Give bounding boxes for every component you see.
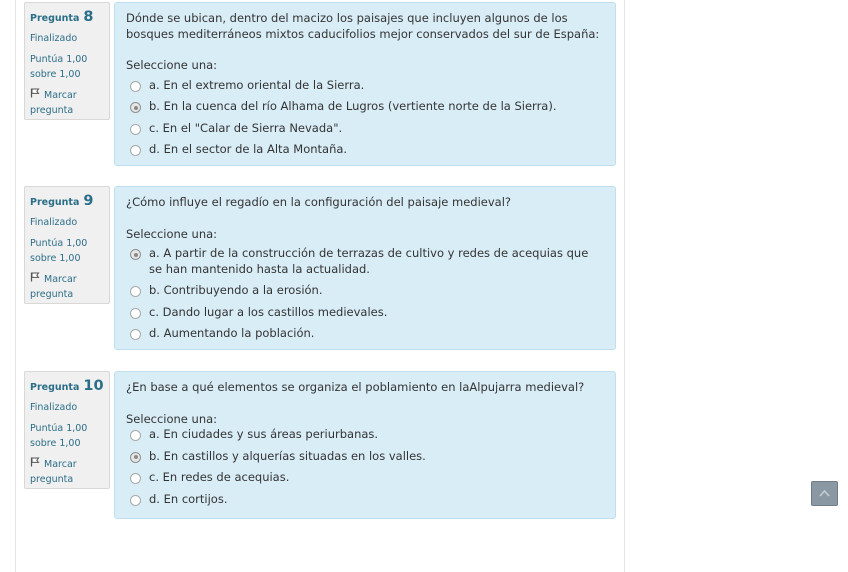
- flag-question-button[interactable]: Marcar pregunta: [30, 90, 77, 116]
- flag-question-button[interactable]: Marcar pregunta: [30, 459, 77, 485]
- question-grade: Puntúa 1,00 sobre 1,00: [30, 238, 88, 264]
- question-grade: Puntúa 1,00 sobre 1,00: [30, 423, 88, 449]
- answer-prompt: Seleccione una:: [126, 411, 218, 426]
- answer-option[interactable]: c. En redes de acequias.: [126, 470, 604, 486]
- answer-prompt: Seleccione una:: [126, 58, 218, 72]
- answer-option[interactable]: c. Dando lugar a los castillos medievales.: [126, 305, 604, 321]
- answer-option[interactable]: d. Aumentando la población.: [126, 326, 604, 342]
- radio-button[interactable]: [130, 81, 141, 92]
- question-number: Pregunta 10: [30, 378, 104, 394]
- chevron-up-icon: [812, 482, 837, 505]
- answer-option[interactable]: [126, 99, 604, 115]
- radio-button[interactable]: [130, 286, 141, 297]
- answer-option[interactable]: d. En cortijos.: [126, 492, 604, 508]
- answer-option[interactable]: a. En ciudades y sus áreas periurbanas.: [126, 427, 604, 443]
- selected-option-label[interactable]: b. En la cuenca del río Alhama de Lugros (vertiente norte de la Sierra).: [149, 99, 557, 113]
- question-text: ¿Cómo influye el regadío en la configuración del paisaje medieval?: [126, 195, 512, 209]
- answer-option[interactable]: d. En el sector de la Alta Montaña.: [126, 142, 604, 158]
- radio-button[interactable]: [130, 329, 141, 340]
- answer-option[interactable]: [126, 246, 604, 277]
- question-info: [24, 371, 110, 489]
- answer-options: [126, 427, 604, 507]
- answer-prompt: Seleccione una:: [126, 226, 218, 241]
- question-state: Finalizado: [30, 402, 78, 413]
- answer-option[interactable]: b. Contribuyendo a la erosión.: [126, 283, 604, 299]
- radio-button[interactable]: [130, 145, 141, 156]
- question-info: [24, 186, 110, 304]
- question-number: Pregunta 8: [30, 9, 94, 25]
- question-state: Finalizado: [30, 217, 78, 228]
- radio-button-selected[interactable]: [130, 102, 141, 113]
- question-text: ¿En base a qué elementos se organiza el poblamiento en laAlpujarra medieval?: [126, 380, 585, 394]
- question-formulation: [114, 186, 616, 350]
- answer-option[interactable]: c. En el "Calar de Sierra Nevada".: [126, 121, 604, 137]
- radio-button[interactable]: [130, 308, 141, 319]
- radio-button[interactable]: [130, 495, 141, 506]
- radio-button[interactable]: [130, 473, 141, 484]
- selected-option-label[interactable]: a. A partir de la construcción de terrazas de cultivo y redes de acequias que se han mantenido hasta la actualidad.: [149, 246, 589, 276]
- question-text: Dónde se ubican, dentro del macizo los paisajes que incluyen algunos de los bosques mediterráneos mixtos caducifolios mejor conservados del sur de España:: [126, 11, 600, 41]
- question-formulation: [114, 371, 616, 519]
- question-formulation: [114, 2, 616, 166]
- answer-options: [126, 78, 604, 158]
- radio-button-selected[interactable]: [130, 249, 141, 260]
- question-state: Finalizado: [30, 33, 78, 44]
- answer-option[interactable]: a. En el extremo oriental de la Sierra.: [126, 78, 604, 94]
- selected-option-label[interactable]: b. En castillos y alquerías situadas en los valles.: [149, 448, 426, 463]
- flag-question-button[interactable]: Marcar pregunta: [30, 274, 77, 300]
- scroll-to-top-button[interactable]: [811, 481, 838, 506]
- radio-button-selected[interactable]: [130, 452, 141, 463]
- question-grade: Puntúa 1,00 sobre 1,00: [30, 54, 88, 80]
- answer-option[interactable]: [126, 449, 604, 465]
- question-number: Pregunta 9: [30, 193, 94, 209]
- question-info: [24, 2, 110, 120]
- radio-button[interactable]: [130, 430, 141, 441]
- answer-options: [126, 246, 604, 342]
- radio-button[interactable]: [130, 124, 141, 135]
